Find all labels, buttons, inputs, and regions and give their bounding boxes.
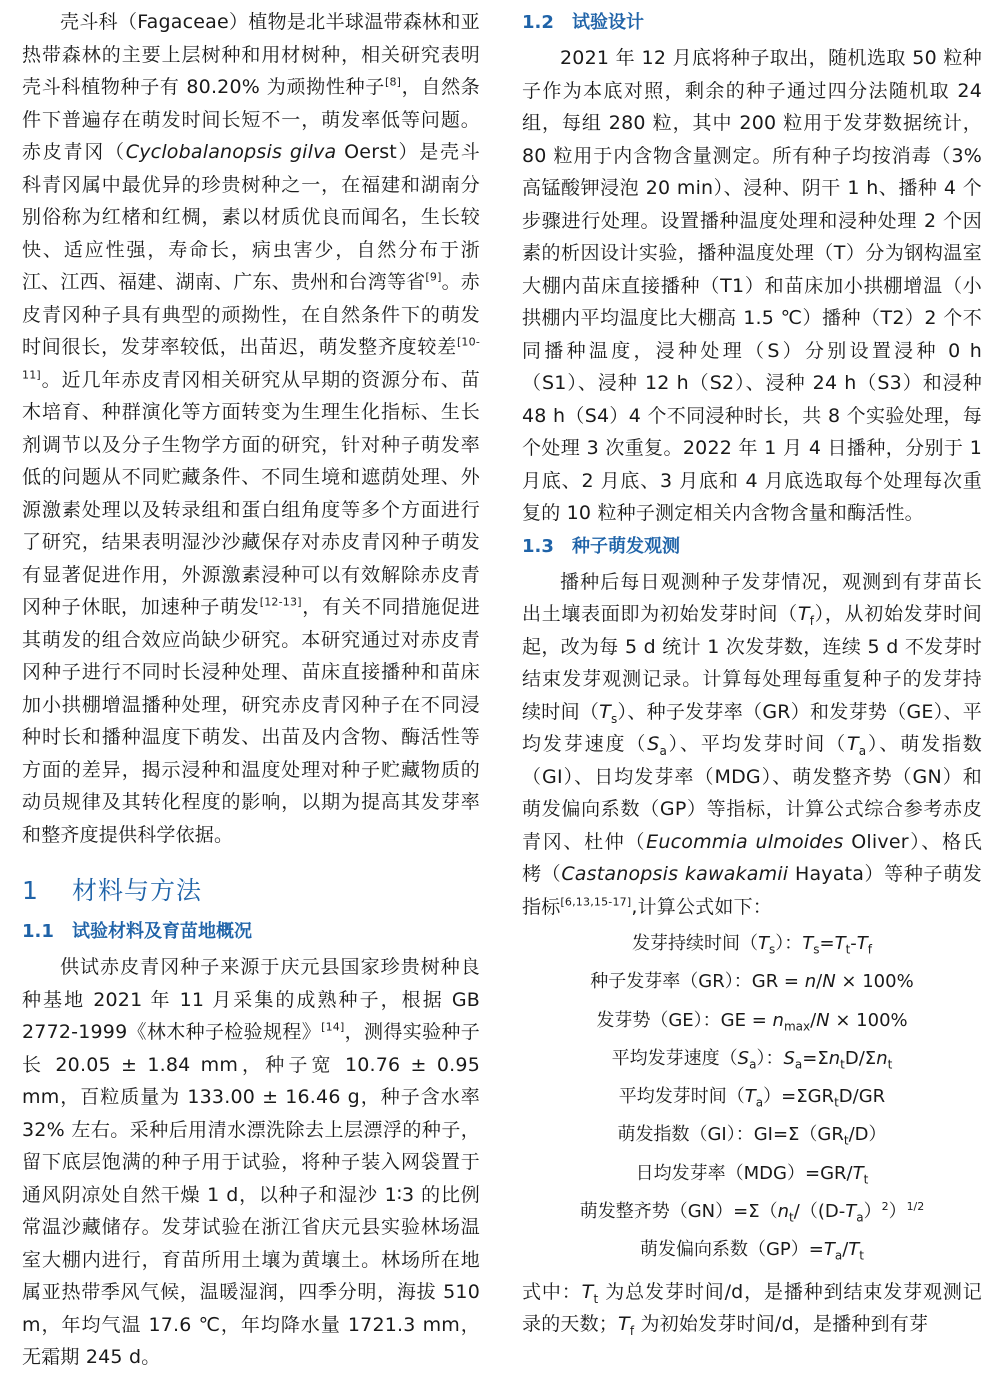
text-run: Oliver）、格氏栲（ [522,830,982,885]
text-run: / [816,971,823,993]
text-run: ，自然条件下普遍存在萌发时间长短不一，萌发率低等问题。赤皮青冈（ [22,76,480,163]
section-number: 1.2 [522,12,554,33]
section-1-3-heading [522,532,982,562]
section-1-heading [22,871,480,907]
text-run: D/Σ [844,1047,877,1069]
subscript: t [840,1057,845,1072]
text-run: ） [888,1201,907,1223]
subscript: a [749,1057,757,1072]
text-run: 平均发芽时间（ [618,1086,745,1108]
text-run: ）、种子发芽率（GR）和发芽势（GE）、平均发芽速度（ [522,700,982,755]
right-column [522,6,982,1341]
subscript: a [794,1057,803,1072]
italic-text: T [599,700,611,723]
left-column [22,6,480,1374]
section-title: 种子萌发观测 [572,535,680,557]
design-paragraph [522,42,982,530]
formula-list [522,925,982,1270]
subscript: max [783,1019,811,1034]
subscript: a [755,1095,764,1110]
italic-text: N [816,1009,830,1031]
superscript: [12-13] [259,595,302,609]
italic-text: T [744,1086,756,1108]
subscript: s [813,942,820,957]
intro-paragraph [22,6,480,851]
text-run: =Σ [802,1047,829,1069]
italic-text: Eucommia ulmoides [646,830,844,853]
italic-text: S [737,1047,750,1069]
section-1-2-heading [522,8,982,38]
formula-daily-rate [522,1155,982,1193]
text-run: 。近几年赤皮青冈相关研究从早期的资源分布、苗木培育、种群演化等方面转变为生理生化指标、生长剂调节以及分子生物学方面的研究，针对种子萌发率低的问题从不同贮藏条件、不同生境和遮荫处理、外源激素处理以及转录组和蛋白组角度等多个方面进行了研究，结果表明湿沙沙藏保存对赤皮青冈种子萌发有显著促进作用，外源激素浸种可以有效解除赤皮青冈种子休眠，加速种子萌发 [22,368,480,618]
text-run: 发芽持续时间（ [631,933,758,954]
section-title: 试验材料及育苗地概况 [72,921,252,942]
superscript: [10-11] [22,335,480,382]
italic-text: T [581,1280,594,1303]
formula-explanation [522,1276,982,1341]
text-run: 为总发芽时间/d，是播种到结束发芽观测记录的天数； [522,1280,983,1336]
subscript: a [858,743,867,758]
text-run: Oerst）是壳斗科青冈属中最优异的珍贵树种之一，在福建和湖南分别俗称为红楮和红椆，素以材质优良而闻名，生长较快、适应性强，寿命长，病虫害少，自然分布于浙江、江西、福建、湖南、广东、贵州和台湾等省 [22,141,480,293]
text-run: 式中： [522,1280,582,1303]
text-run: - [850,933,857,954]
italic-text: Cyclobalanopsis gilva [125,141,337,163]
italic-text: S [647,733,660,755]
text-run: ），从初始发芽时间起，改为每 5 d 统计 1 次发芽数，连续 5 d 不发芽时结束发芽观测记录。计算每处理每重复种子的发芽持续时间（ [522,603,982,723]
section-number: 1.1 [22,921,54,942]
italic-text: N [822,971,836,993]
subscript: f [867,942,873,957]
italic-text: Castanopsis kawakamii [561,863,789,885]
formula-mean-time [522,1078,982,1116]
italic-text: T [802,933,814,954]
superscript: 1/2 [906,1200,925,1214]
text-run: 供试赤皮青冈种子来源于庆元县国家珍贵树种良种基地 2021 年 11 月采集的成熟种子，根据 GB 2772-1999《林木种子检验规程》 [22,956,480,1043]
superscript: [14] [321,1020,345,1034]
italic-text: n [777,1201,790,1223]
italic-text: T [852,1162,864,1184]
formula-germination-index [522,1116,982,1154]
text-run: ）、萌发指数（GI）、日均发芽率（MDG）、萌发整齐势（GN）和萌发偏向系数（GP）等指标，计算公式综合参考赤皮青冈、杜仲（ [522,733,983,853]
subscript: f [629,1323,635,1338]
formula-uniformity [522,1193,982,1231]
text-run: /D） [848,1124,887,1146]
section-1-1-heading [22,917,480,947]
italic-text: T [846,733,859,755]
text-run: 。赤皮青冈种子具有典型的顽拗性，在自然条件下的萌发时间很长，发芽率较低，出苗迟，萌发整齐度较差 [22,271,480,358]
formula-germination-energy [522,1002,982,1040]
subscript: t [859,1248,865,1263]
text-run: 萌发指数（GI）：GI=Σ（GR [617,1124,844,1146]
subscript: s [768,942,776,957]
text-run: 为初始发芽时间/d，是播种到有芽 [634,1313,929,1336]
section-number: 1 [22,876,39,905]
formula-mean-speed [522,1040,982,1078]
text-run: / [810,1009,817,1031]
italic-text: T [845,1201,857,1223]
section-number: 1.3 [522,535,554,557]
subscript: t [593,1291,599,1306]
text-run: ）： [756,1047,784,1069]
text-run: ）、平均发芽时间（ [667,733,847,755]
italic-text: T [823,1239,835,1261]
text-run: 种子发芽率（GR）：GR = [590,971,805,993]
section-title: 试验设计 [572,12,644,33]
text-run: 萌发整齐势（GN）=Σ（ [579,1201,778,1223]
subscript: s [610,711,618,726]
text-run: 2021 年 12 月底将种子取出，随机选取 50 粒种子作为本底对照，剩余的种子通过四分法随机取 24 组，每组 280 粒，其中 200 粒用于发芽数据统计，80 粒用于内含物含量测定。所有种子均按消毒（3% 高锰酸钾浸泡 20 min）、浸种、阴干 1 h、播种 4 个步骤进行处理。设置播种温度处理和浸种处理 2 个因素的析因设计实验，播种温度处理（T）分为钢构温室大棚内苗床直接播种（T1）和苗床加小拱棚增温（小拱棚内平均温度比大棚高 1.5 ℃）播种（T2）2 个不同播种温度，浸种处理（S）分别设置浸种 0 h（S1）、浸种 12 h（S2）、浸种 24 h（S3）和浸种 48 h（S4）4 个不同浸种时长，共 8 个实验处理，每个处理 3 次重复。2022 年 1 月 4 日播种，分别于 1 月底、2 月底、3 月底和 4 月底选取每个处理每次重复的 10 粒种子测定相关内含物含量和酶活性。 [522,47,982,524]
subscript: a [659,743,668,758]
italic-text: T [757,933,769,954]
text-run: 萌发偏向系数（GP）= [639,1239,824,1261]
formula-germination-rate [522,963,982,1001]
text-run: 壳斗科（Fagaceae）植物是北半球温带森林和亚热带森林的主要上层树种和用材树种，相关研究表明壳斗科植物种子有 80.20% 为顽拗性种子 [22,11,480,98]
italic-text: T [856,933,868,954]
italic-text: n [828,1047,841,1069]
subscript: t [834,1095,839,1110]
italic-text: n [804,971,817,993]
italic-text: S [783,1047,795,1069]
superscript: [8] [384,75,402,89]
text-run: ，测得实验种子长 20.05 ± 1.84 mm，种子宽 10.76 ± 0.95 mm，百粒质量为 133.00 ± 16.46 g，种子含水率 32% 左右。采种后用清水漂洗除去上层漂浮的种子，留下底层饱满的种子用于试验，将种子装入网袋置于通风阴凉处自然干燥 1 d，以种子和湿沙 1∶3 的比例常温沙藏储存。发芽试验在浙江省庆元县实验林场温室大棚内进行，育苗所用土壤为黄壤土。林场所在地属亚热带季风气候，温暖湿润，四季分明，海拔 510 m，年均气温 17.6 ℃，年均降水量 1721.3 mm，无霜期 245 d。 [22,1021,480,1368]
text-run: 平均发芽速度（ [611,1047,738,1069]
superscript: [6,13,15-17] [560,895,632,909]
subscript: f [809,613,815,628]
subscript: a [856,1210,864,1225]
text-run: × 100% [829,1009,908,1031]
text-run: 发芽势（GE）：GE = [596,1009,773,1031]
italic-text: T [834,933,846,954]
text-run: ）=ΣGR [763,1086,835,1108]
text-run: ）： [775,933,803,954]
text-run: 日均发芽率（MDG）=GR/ [635,1162,853,1184]
observation-paragraph [522,566,982,924]
italic-text: T [848,1239,860,1261]
italic-text: n [876,1047,888,1069]
text-run: ） [863,1201,882,1223]
text-run: ，有关不同措施促进其萌发的组合效应尚缺少研究。本研究通过对赤皮青冈种子进行不同时长浸种处理、苗床直接播种和苗床加小拱棚增温播种处理，研究赤皮青冈种子在不同浸种时长和播种温度下萌发、出苗及内含物、酶活性等方面的差异，揭示浸种和温度处理对种子贮藏物质的动员规律及其转化程度的影响，以期为提高其发芽率和整齐度提供科学依据。 [22,596,480,846]
italic-text: n [772,1009,784,1031]
formula-duration [522,925,982,963]
text-run: / [842,1239,849,1261]
text-run: × 100% [835,971,914,993]
text-run: ,计算公式如下： [631,895,772,918]
materials-paragraph [22,951,480,1374]
text-run: /（(D- [793,1201,846,1223]
text-run: D/GR [838,1086,886,1108]
subscript: t [887,1057,893,1072]
superscript: [9] [425,270,442,284]
text-run: 播种后每日观测种子发芽情况，观测到有芽苗长出土壤表面即为初始发芽时间（ [522,570,982,625]
subscript: t [843,1134,849,1149]
subscript: a [834,1248,843,1263]
subscript: t [845,942,851,957]
formula-bias-coefficient [522,1231,982,1269]
italic-text: T [797,603,810,625]
section-title: 材料与方法 [72,876,203,905]
text-run: Hayata）等种子萌发指标 [522,863,982,918]
italic-text: T [618,1313,630,1336]
superscript: 2 [881,1200,889,1214]
subscript: t [789,1210,794,1225]
subscript: t [863,1172,869,1187]
text-run: = [819,933,835,954]
